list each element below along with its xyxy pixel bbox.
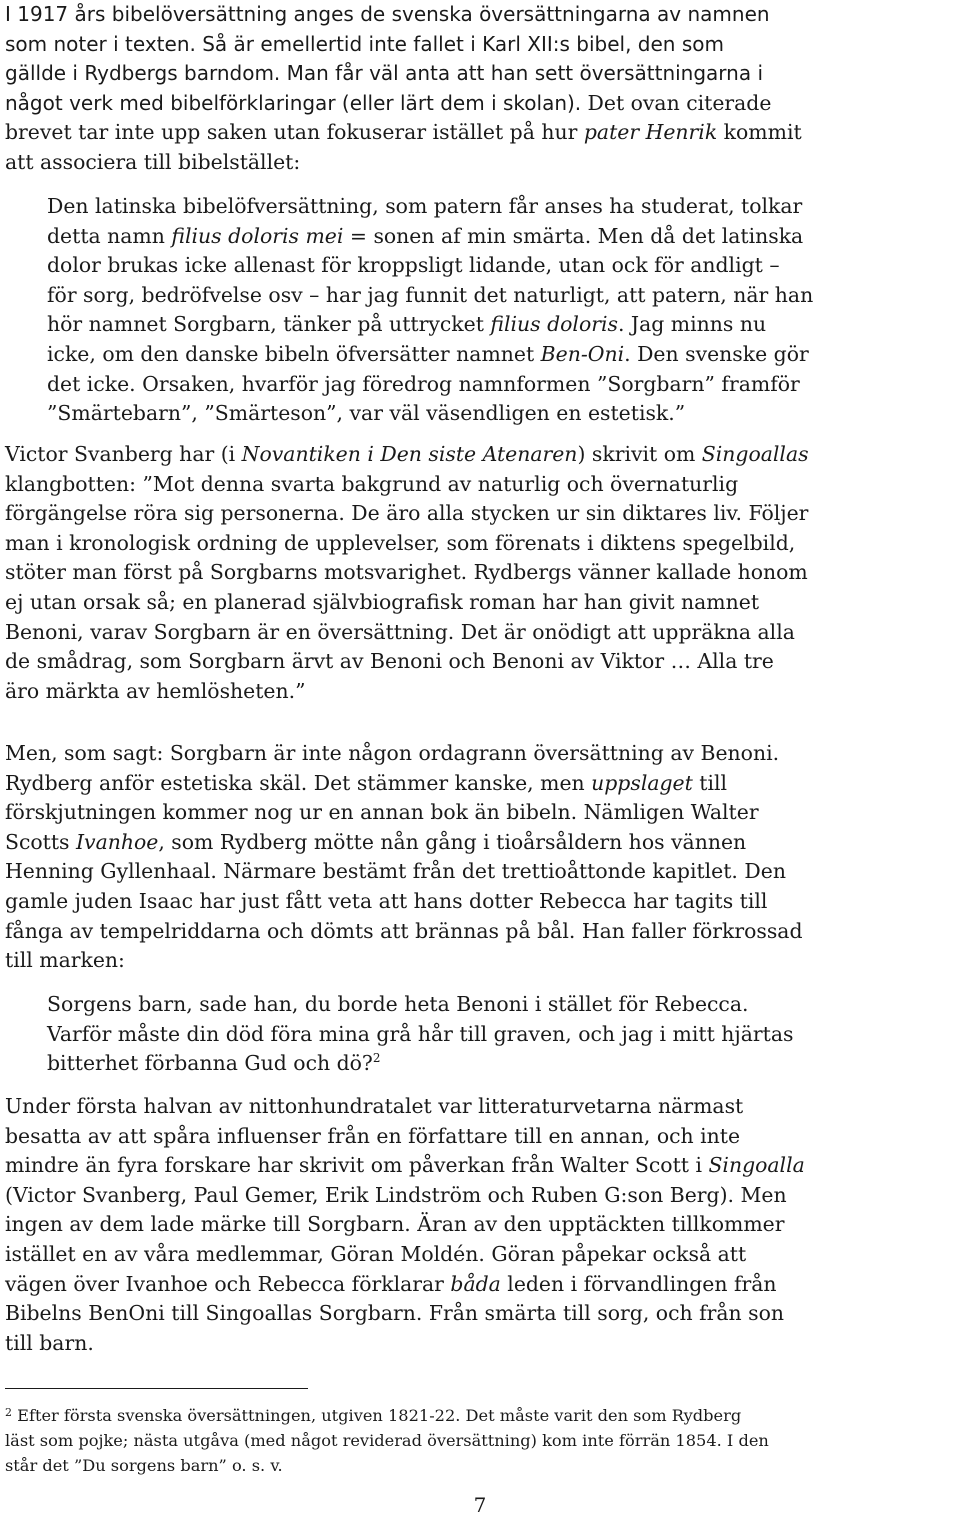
text-line: bitterhet förbanna Gud och dö? <box>47 1051 373 1076</box>
footnote-divider <box>5 1388 308 1389</box>
text-line: det icke. Orsaken, hvarför jag föredrog namnformen ”Sorgbarn” framför <box>47 371 800 396</box>
footnote-number: 2 <box>5 1406 12 1419</box>
text-line: = sonen af min smärta. <box>343 223 592 248</box>
text-line: istället en av våra medlemmar, Göran Moldén. Göran påpekar också att <box>5 1241 747 1266</box>
text-line: gamle juden Isaac har just fått veta att hans dotter Rebecca har tagits till <box>5 888 768 913</box>
italic-title: Singoalla <box>708 1153 805 1178</box>
italic-title: Singoallas <box>701 442 809 466</box>
text-line: att associera till bibelstället: <box>5 149 301 174</box>
text-line: fånga av tempelriddarna och dömts att brännas på bål. Han faller förkrossad <box>5 918 803 943</box>
text-line: Scotts <box>5 829 76 854</box>
text-line: vägen över Ivanhoe och Rebecca förklarar <box>5 1271 451 1296</box>
block-quote-2 <box>47 990 955 1079</box>
text-line: gällde i Rydbergs barndom. Man får väl anta att han sett översättningarna i <box>5 61 764 86</box>
text-line: mindre än fyra forskare har skrivit om påverkan från Walter Scott i <box>5 1153 709 1178</box>
text-line: Men, som sagt: Sorgbarn är inte någon ordagrann översättning av Benoni. <box>5 741 780 765</box>
block-quote-1 <box>47 192 955 429</box>
italic-term: Ben-Oni <box>540 341 625 366</box>
page-number: 7 <box>473 1493 487 1517</box>
text-line: ) skrivit om <box>577 442 702 466</box>
text-line: äro märkta av hemlösheten.” <box>5 678 306 703</box>
text-line: man i kronologisk ordning de upplevelser, som förenats i diktens spegelbild, <box>5 530 796 555</box>
text-line: Bibelns BenOni till Singoallas Sorgbarn. Från smärta till sorg, och från son <box>5 1301 785 1326</box>
text-line: till <box>692 770 728 795</box>
text-line: något verk med bibelförklaringar (eller lärt dem i skolan). <box>5 90 588 115</box>
text-line: hör namnet Sorgbarn, tänker på uttrycket <box>47 312 491 337</box>
text-line: Sorgens barn, sade han, du borde heta Benoni i stället för Rebecca. <box>47 992 749 1016</box>
text-line: Den latinska bibelöfversättning, som patern får anses ha studerat, tolkar <box>47 194 803 218</box>
footnote-line: läst som pojke; nästa utgåva (med något reviderad översättning) kom inte förrän 1854. I den <box>5 1431 769 1450</box>
text-line: Rydberg anför estetiska skäl. Det stämmer kanske, men <box>5 770 592 795</box>
text-line: förskjutningen kommer nog ur en annan bok än bibeln. Nämligen Walter <box>5 800 759 825</box>
text-line: till barn. <box>5 1330 94 1355</box>
paragraph-3 <box>5 739 955 976</box>
text-line: Det ovan citerade <box>587 90 772 115</box>
text-line: leden i förvandlingen från <box>500 1271 777 1296</box>
text-line: dolor brukas icke allenast för kroppsligt lidande, utan ock för andligt – <box>47 253 780 278</box>
text-line: ”Smärtebarn”, ”Smärteson”, var väl väsendligen en estetisk.” <box>47 401 686 426</box>
paragraph-4 <box>5 1092 955 1358</box>
text-line: Under första halvan av nittonhundratalet var litteraturvetarna närmast <box>5 1094 744 1118</box>
text-line: klangbotten: ”Mot denna svarta bakgrund av naturlig och övernaturlig <box>5 471 739 496</box>
footnote-line: står det ”Du sorgens barn” o. s. v. <box>5 1456 283 1475</box>
text-line: till marken: <box>5 948 125 973</box>
footnote-line: Efter första svenska översättningen, utgiven 1821-22. Det måste varit den som Rydberg <box>12 1406 742 1425</box>
text-line: . Jag minns nu <box>617 312 767 337</box>
text-line: som noter i texten. Så är emellertid inte fallet i Karl XII:s bibel, den som <box>5 31 724 56</box>
text-line: , som Rydberg mötte nån gång i tioårsåldern hos vännen <box>158 829 747 854</box>
footnote-marker[interactable]: 2 <box>372 1051 381 1066</box>
text-line: de smådrag, som Sorgbarn ärvt av Benoni och Benoni av Viktor … Alla tre <box>5 649 774 674</box>
italic-term: uppslaget <box>591 770 693 795</box>
text-line: . Den svenske gör <box>624 341 809 366</box>
text-line: för sorg, bedröfvelse osv – har jag funnit det naturligt, att patern, när han <box>47 282 814 307</box>
text-line: besatta av att spåra influenser från en författare till en annan, och inte <box>5 1123 741 1148</box>
text-line: Henning Gyllenhaal. Närmare bestämt från det trettioåttonde kapitlet. Den <box>5 859 786 884</box>
text-line: stöter man först på Sorgbarns motsvarighet. Rydbergs vänner kallade honom <box>5 560 808 585</box>
italic-title: Novantiken i Den siste Atenaren <box>241 442 578 466</box>
italic-term: pater Henrik <box>583 120 718 145</box>
text-line: Varför måste din död föra mina grå hår till graven, och jag i mitt hjärtas <box>47 1021 794 1046</box>
text-line: icke, om den danske bibeln öfversätter namnet <box>47 341 541 366</box>
text-line: ej utan orsak så; en planerad självbiografisk roman har han givit namnet <box>5 589 760 614</box>
footnote <box>5 1403 955 1478</box>
text-line: brevet tar inte upp saken utan fokuserar istället på hur <box>5 120 584 145</box>
text-line: förgängelse röra sig personerna. De äro alla stycken ur sin diktares liv. Följer <box>5 501 809 526</box>
text-line: Men då det latinska <box>591 223 804 248</box>
text-line: (Victor Svanberg, Paul Gemer, Erik Lindström och Ruben G:son Berg). Men <box>5 1182 787 1207</box>
italic-term: båda <box>450 1271 501 1296</box>
italic-title: Ivanhoe <box>76 829 159 854</box>
text-line: kommit <box>717 120 802 145</box>
italic-term: filius doloris mei <box>171 223 344 248</box>
paragraph-2 <box>5 440 955 706</box>
paragraph-1 <box>5 0 955 178</box>
text-line: detta namn <box>47 223 172 248</box>
text-line: Benoni, varav Sorgbarn är en översättning. Det är onödigt att uppräkna alla <box>5 619 795 644</box>
text-line: Victor Svanberg har (i <box>5 442 242 466</box>
text-line: I 1917 års bibelöversättning anges de svenska översättningarna av namnen <box>5 2 770 26</box>
italic-term: filius doloris <box>490 312 618 337</box>
text-line: ingen av dem lade märke till Sorgbarn. Äran av den upptäckten tillkommer <box>5 1212 785 1237</box>
